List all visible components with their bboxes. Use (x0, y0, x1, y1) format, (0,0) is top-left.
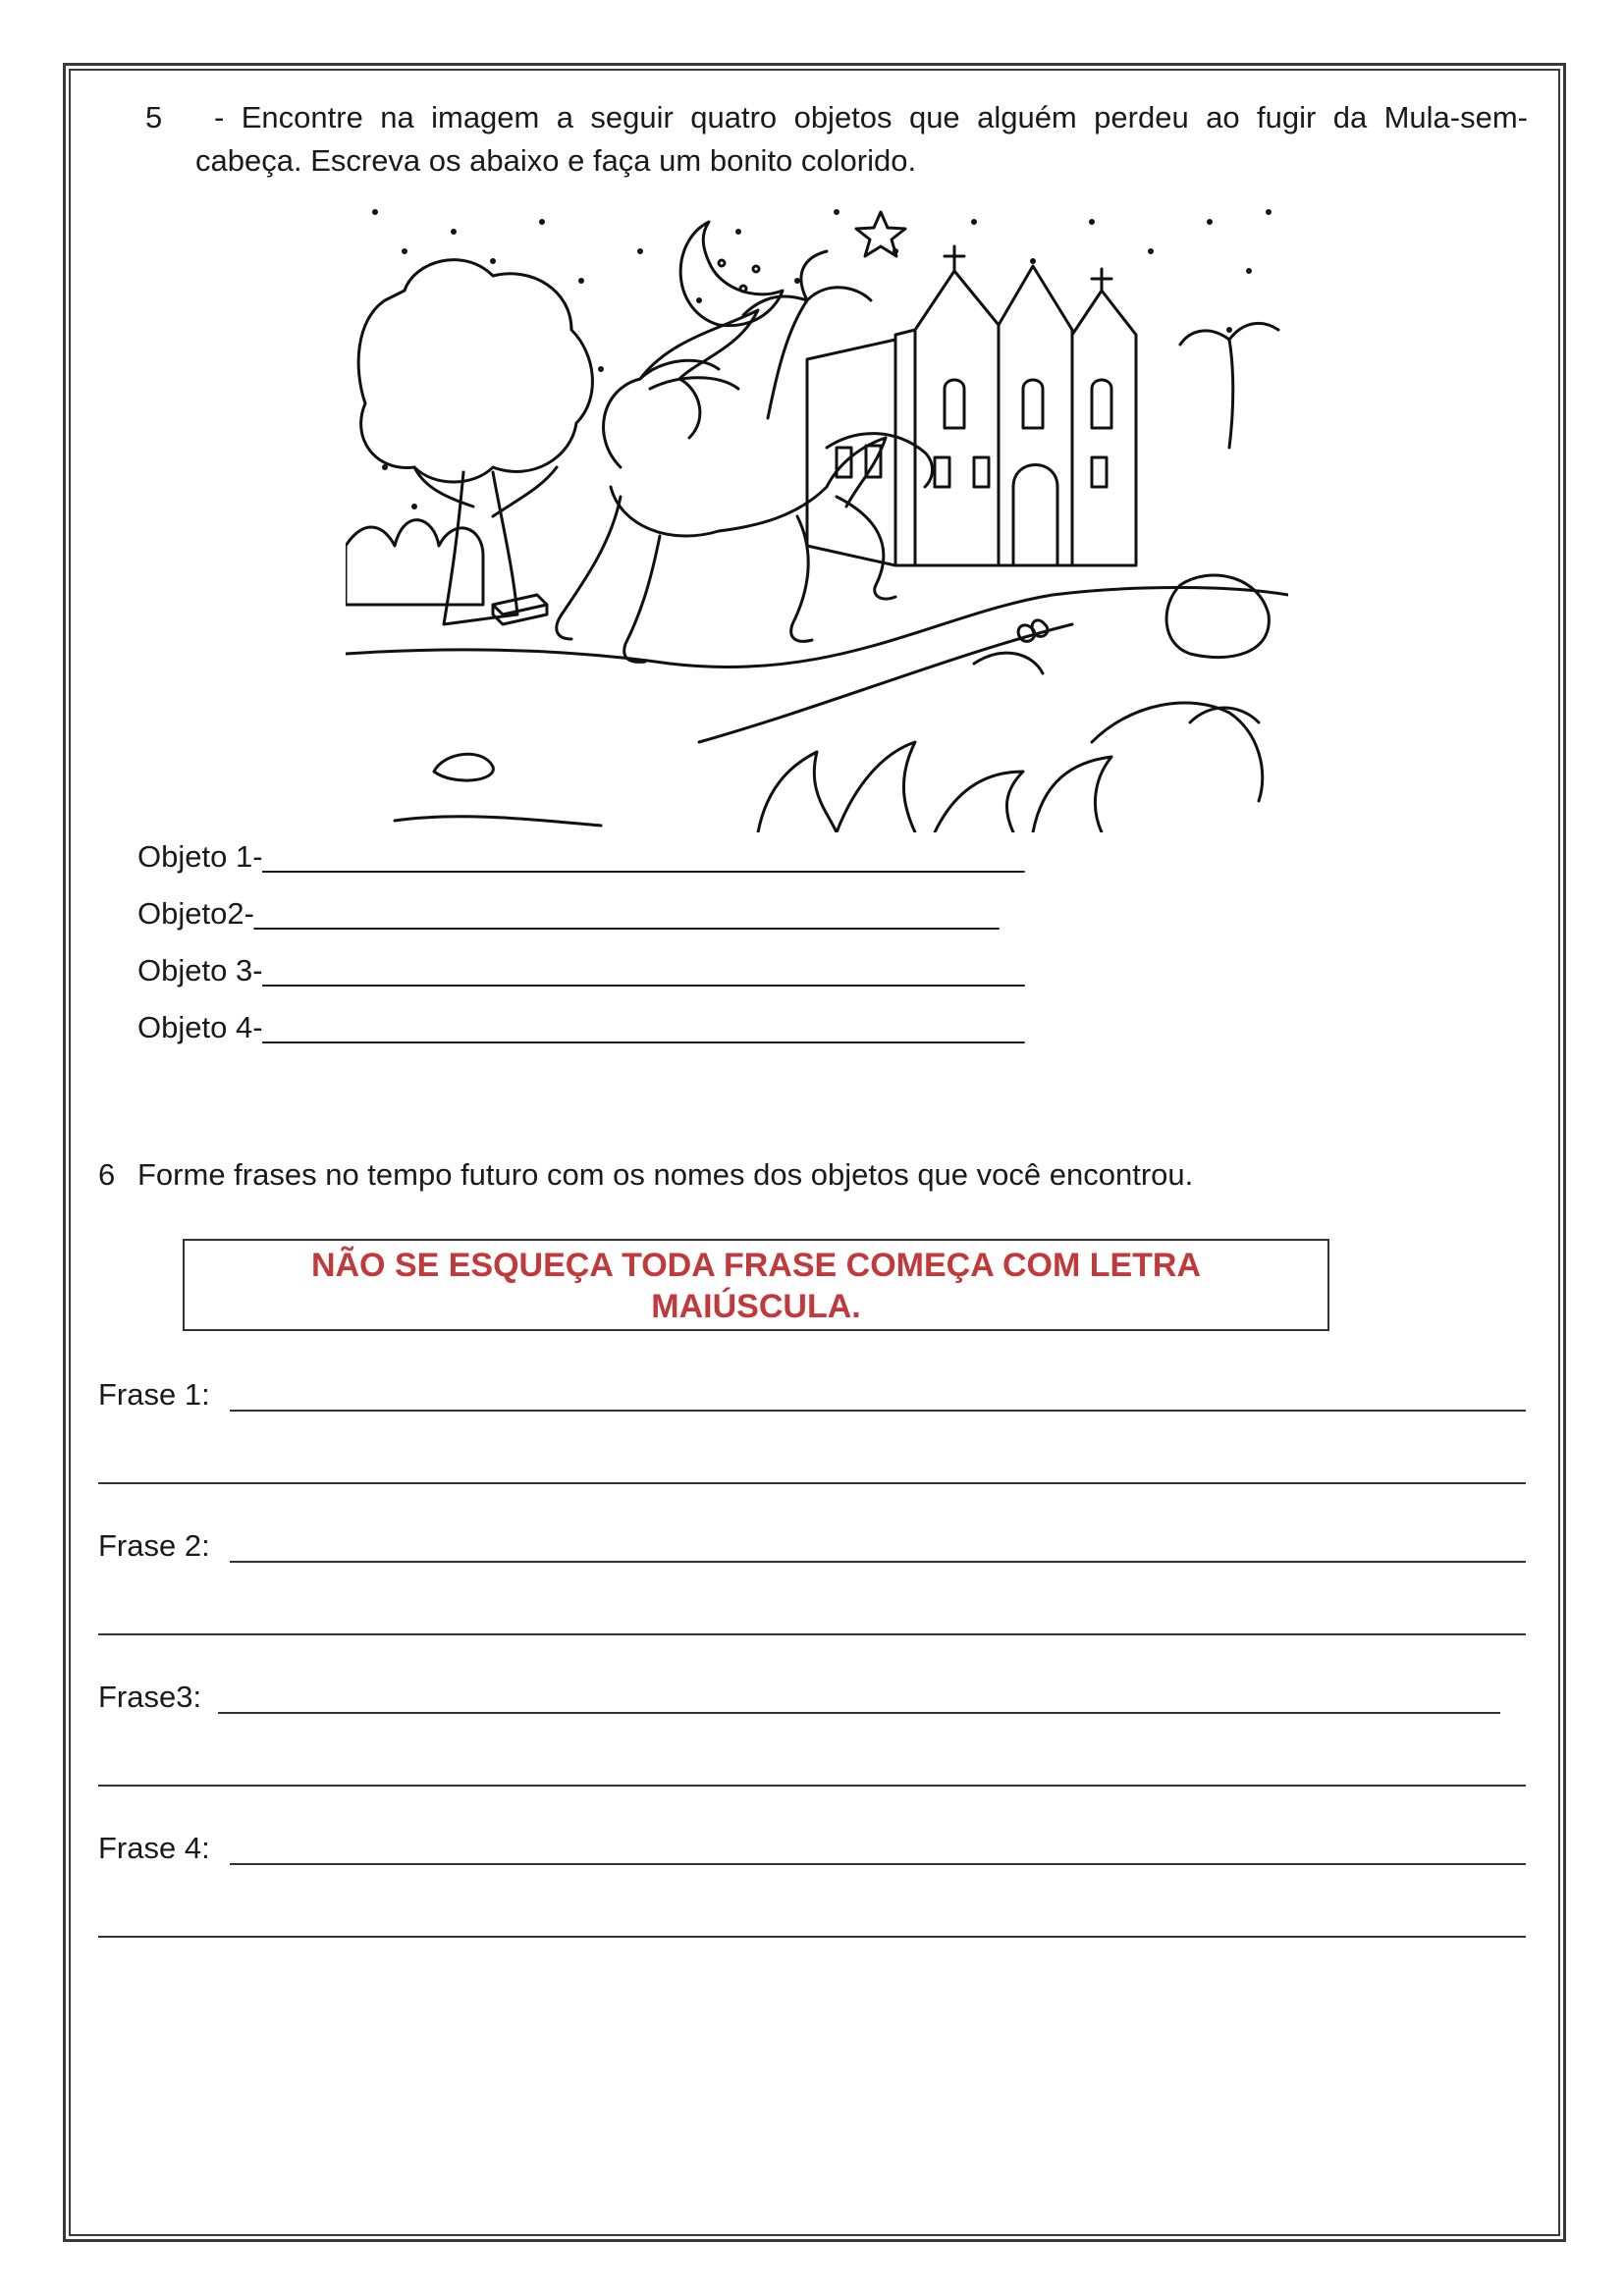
frase-3-continuation-line[interactable] (98, 1785, 1526, 1787)
question-5-text-line1: - Encontre na imagem a seguir quatro objetos que alguém perdeu ao fugir da Mula-sem- (214, 100, 1528, 134)
coloring-illustration (346, 192, 1288, 832)
object-4-line[interactable]: Objeto 4-_____________________________________________ (137, 1010, 1025, 1044)
church (807, 246, 1136, 565)
frase-1-continuation-line[interactable] (98, 1482, 1526, 1484)
question-5-text-line2: cabeça. Escreva os abaixo e faça um bonito colorido. (195, 143, 917, 178)
notice-box (183, 1239, 1329, 1331)
frase-3-input-line[interactable] (218, 1712, 1500, 1714)
star-icon (856, 212, 905, 256)
notice-line1: NÃO SE ESQUEÇA TODA FRASE COMEÇA COM LETRA (310, 1247, 1202, 1284)
frase-3-label: Frase3: (98, 1680, 202, 1714)
frase-4-continuation-line[interactable] (98, 1936, 1526, 1938)
bush (346, 520, 483, 605)
question-6-number: 6 (98, 1157, 116, 1192)
tree (358, 260, 592, 482)
moon-icon (680, 222, 783, 326)
frase-2-label: Frase 2: (98, 1528, 210, 1563)
frase-2-input-line[interactable] (230, 1561, 1526, 1563)
rock-small (434, 754, 493, 780)
frase-1-input-line[interactable] (230, 1410, 1526, 1412)
notice-line2: MAIÚSCULA. (651, 1288, 861, 1325)
book-icon (493, 595, 547, 624)
frase-4-input-line[interactable] (230, 1863, 1526, 1865)
frase-4-label: Frase 4: (98, 1831, 210, 1865)
object-1-line[interactable]: Objeto 1-_____________________________________________ (137, 839, 1025, 874)
frase-2-continuation-line[interactable] (98, 1633, 1526, 1635)
frase-1-label: Frase 1: (98, 1377, 210, 1412)
mule-figure (557, 310, 933, 662)
object-2-line[interactable]: Objeto2-____________________________________________ (137, 896, 1000, 931)
question-5-number: 5 (145, 100, 163, 134)
question-6-text: Forme frases no tempo futuro com os nomes dos objetos que você encontrou. (137, 1157, 1194, 1192)
object-3-line[interactable]: Objeto 3-_____________________________________________ (137, 953, 1025, 988)
